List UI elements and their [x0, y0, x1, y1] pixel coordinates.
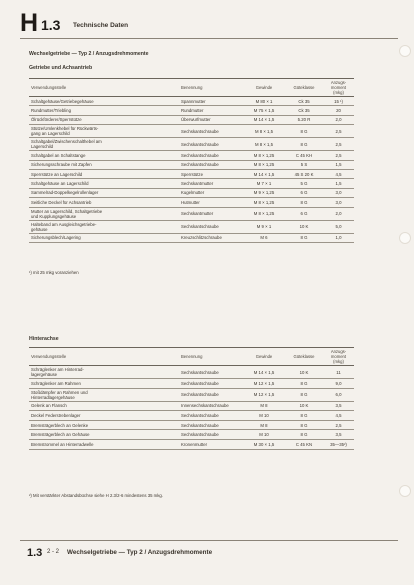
table-cell: 11: [323, 366, 354, 379]
table-cell: 1,5: [323, 179, 354, 188]
table-cell: Ck 35: [285, 97, 323, 106]
table-cell: Sechskantschraube: [179, 420, 243, 430]
header-title: Technische Daten: [73, 22, 129, 29]
table-cell: 2,5: [323, 138, 354, 151]
table-cell: M 8 × 1,25: [243, 207, 285, 220]
table-cell: Sicherungsschraube mit Zapfen: [29, 160, 179, 169]
table-cell: Stütze/Umlenkhebel für Rückwärts- gang an Lagerschild: [29, 125, 179, 138]
table-row: [29, 220, 354, 233]
table-cell: Rundmutter/Triebling: [29, 106, 179, 115]
table-cell: 3,5: [323, 430, 354, 440]
table-cell: 10 K: [285, 366, 323, 379]
column-header: Anzugs- moment (mkg): [330, 80, 347, 95]
table-cell: 8 G: [285, 388, 323, 401]
table-cell: Sechskantschraube: [179, 151, 243, 160]
table-cell: 6 G: [285, 188, 323, 197]
table-cell: 8 G: [285, 430, 323, 440]
table-cell: M 7 × 1: [243, 179, 285, 188]
table-cell: M 6: [243, 233, 285, 242]
column-header: Güteklasse: [293, 354, 315, 359]
table-cell: Seitliche Deckel für Achsantrieb: [29, 198, 179, 207]
table-cell: 2,5: [323, 151, 354, 160]
table-cell: 4,5: [323, 169, 354, 178]
table-row: [29, 366, 354, 379]
table-cell: M 10: [243, 411, 285, 421]
table-cell: Ölrückförderer/Sperrstütze: [29, 115, 179, 124]
footer-title: Wechselgetriebe — Typ 2 / Anzugsdrehmomente: [67, 549, 213, 556]
table-cell: Sechskantschraube: [179, 430, 243, 440]
footnote-2: ²) Mit verstärkter Abstandsbüchse siehe H 2.3/2-6 mindestens 35 mkg.: [29, 493, 163, 498]
footer-rule: [20, 540, 398, 541]
table-cell: Sechskantschraube: [179, 366, 243, 379]
table-cell: Stoßdämpfer an Rahmen und Hinterradlagergehäuse: [29, 388, 179, 401]
table-cell: 5 G: [285, 179, 323, 188]
table-cell: M 14 × 1,5: [243, 169, 285, 178]
table-cell: 2,0: [323, 115, 354, 124]
table-cell: 6 G: [285, 207, 323, 220]
table-row: [29, 188, 354, 197]
torque-table-gearbox: [29, 78, 354, 243]
table-cell: M 9 × 1: [243, 220, 285, 233]
table-row: [29, 106, 354, 115]
table-cell: 2,5: [323, 125, 354, 138]
table-row: [29, 115, 354, 124]
table-cell: Hutmutter: [179, 198, 243, 207]
table-cell: 3,5: [323, 401, 354, 411]
column-header: Gewinde: [255, 85, 273, 90]
table-row: [29, 401, 354, 411]
header-rule: [20, 38, 398, 39]
table-header-row: [29, 79, 354, 97]
table-row: [29, 420, 354, 430]
table-cell: Kronenmutter: [179, 439, 243, 449]
table-cell: Kreuzschlitzschraube: [179, 233, 243, 242]
footnote-1: ¹) mit 25 mkg voranziehen: [29, 270, 79, 275]
table-cell: M 8 × 1,5: [243, 125, 285, 138]
table-cell: Mutter an Lagerschild, Schaltgetriebe und Kupplungsgehäuse: [29, 207, 179, 220]
table-cell: M 8 × 1,25: [243, 198, 285, 207]
table-header-row: [29, 348, 354, 366]
table-cell: 8 G: [285, 125, 323, 138]
section1-title: Getriebe und Achsantrieb: [29, 65, 93, 71]
table-cell: Sechskantschraube: [179, 379, 243, 389]
table-cell: Sicherungsblech/Lagering: [29, 233, 179, 242]
table-cell: Sechskantschraube: [179, 220, 243, 233]
table-row: [29, 97, 354, 106]
table-cell: M 10: [243, 430, 285, 440]
table-cell: Schaltgehäuse/Getriebegehäuse: [29, 97, 179, 106]
document-title: Wechselgetriebe — Typ 2 / Anzugsdrehmomente: [29, 51, 149, 57]
table-cell: 2,0: [323, 207, 354, 220]
table-cell: Rundmutter: [179, 106, 243, 115]
table-cell: Sperrstütze an Lagerschild: [29, 169, 179, 178]
table-cell: 8 G: [285, 420, 323, 430]
table-cell: M 8: [243, 401, 285, 411]
table-cell: 1,5: [323, 160, 354, 169]
table-cell: Sechskantschraube: [179, 160, 243, 169]
column-header: Verwendungsstelle: [31, 85, 67, 90]
table-cell: 35—35²): [323, 439, 354, 449]
table-cell: M 80 × 1: [243, 97, 285, 106]
table-cell: M 14 × 1,5: [243, 366, 285, 379]
table-cell: 5.20 R: [285, 115, 323, 124]
table-cell: M 8 × 1,5: [243, 138, 285, 151]
table-cell: Schräglenker am Hinterrad- lagergehäuse: [29, 366, 179, 379]
table-cell: Sechskantschraube: [179, 388, 243, 401]
table-cell: M 8 × 1,25: [243, 151, 285, 160]
table-cell: Sechskantmutter: [179, 207, 243, 220]
table-cell: Sechskantschraube: [179, 138, 243, 151]
section2-title: Hinterachse: [29, 336, 59, 342]
table-cell: M 8: [243, 420, 285, 430]
table-cell: Ck 35: [285, 106, 323, 115]
table-cell: Sammelrad-Doppelkegelrollenlager: [29, 188, 179, 197]
table-cell: 3,0: [323, 198, 354, 207]
table-row: [29, 179, 354, 188]
table-row: [29, 151, 354, 160]
table-row: [29, 430, 354, 440]
binder-hole-icon: [399, 45, 411, 57]
page-header: [20, 9, 398, 37]
table-cell: 8 G: [285, 233, 323, 242]
table-row: [29, 388, 354, 401]
table-cell: Spannmutter: [179, 97, 243, 106]
table-cell: Deckel Federstrebenlager: [29, 411, 179, 421]
table-row: [29, 198, 354, 207]
header-letter: H: [20, 9, 38, 37]
table-cell: Kugelmutter: [179, 188, 243, 197]
table-cell: M 12 × 1,5: [243, 388, 285, 401]
table-row: [29, 411, 354, 421]
table-cell: Sechskantschraube: [179, 411, 243, 421]
table-cell: 9,0: [323, 379, 354, 389]
table-row: [29, 233, 354, 242]
table-cell: M 14 × 1,5: [243, 115, 285, 124]
table-cell: 10 K: [285, 401, 323, 411]
table-cell: 2,5: [323, 420, 354, 430]
table-cell: Innensechskantschraube: [179, 401, 243, 411]
table-cell: 8 G: [285, 138, 323, 151]
table-row: [29, 439, 354, 449]
table-cell: C 45 KN: [285, 439, 323, 449]
table-cell: M 30 × 1,5: [243, 439, 285, 449]
column-header: Benennung: [181, 85, 203, 90]
table-cell: M 12 × 1,5: [243, 379, 285, 389]
table-cell: 3,0: [323, 188, 354, 197]
binder-hole-icon: [399, 485, 411, 497]
table-cell: C 45 KH: [285, 151, 323, 160]
binder-hole-icon: [399, 232, 411, 244]
table-cell: 5 S: [285, 160, 323, 169]
table-cell: 15 ¹): [323, 97, 354, 106]
table-cell: Sechskantmutter: [179, 179, 243, 188]
column-header: Anzugs- moment (mkg): [330, 349, 347, 364]
column-header: Gewinde: [255, 354, 273, 359]
table-cell: 10 K: [285, 220, 323, 233]
table-cell: Schaltgabel an Schaltstange: [29, 151, 179, 160]
table-cell: Bremsträgerblech an Gehäuse: [29, 430, 179, 440]
table-cell: Schaltgabel/Zwischenschalthebel am Lagerschild: [29, 138, 179, 151]
table-cell: M 75 × 1,5: [243, 106, 285, 115]
table-row: [29, 125, 354, 138]
table-cell: 8 G: [285, 379, 323, 389]
table-cell: Schräglenker am Rahmen: [29, 379, 179, 389]
table-cell: Sperrstütze: [179, 169, 243, 178]
table-cell: M 8 × 1,25: [243, 160, 285, 169]
footer-section-number: 1.3: [27, 547, 43, 559]
table-cell: 6,0: [323, 388, 354, 401]
header-section-number: 1.3: [41, 17, 61, 33]
column-header: Benennung: [181, 354, 203, 359]
table-row: [29, 138, 354, 151]
torque-table-rear-axle: [29, 347, 354, 450]
table-cell: Gelenk an Flansch: [29, 401, 179, 411]
table-cell: Sechskantschraube: [179, 125, 243, 138]
table-cell: Halteband am Ausgleichsgetriebe- gehäuse: [29, 220, 179, 233]
table-cell: 1,0: [323, 233, 354, 242]
footer-page-number: 2 - 2: [47, 549, 60, 555]
table-cell: 8 G: [285, 411, 323, 421]
column-header: Güteklasse: [293, 85, 315, 90]
table-cell: Bremstrommel an Hinterradwelle: [29, 439, 179, 449]
table-cell: 4,5: [323, 411, 354, 421]
table-cell: M 9 × 1,25: [243, 188, 285, 197]
table-cell: 8 G: [285, 198, 323, 207]
table-cell: Schaltgehäuse an Lagerschild: [29, 179, 179, 188]
table-cell: 5,0: [323, 220, 354, 233]
table-cell: Bremsträgerblech an Gelenke: [29, 420, 179, 430]
table-cell: 45 S 20 K: [285, 169, 323, 178]
column-header: Verwendungsstelle: [31, 354, 67, 359]
table-row: [29, 169, 354, 178]
table-row: [29, 207, 354, 220]
table-cell: 20: [323, 106, 354, 115]
table-cell: Überwurfmutter: [179, 115, 243, 124]
table-row: [29, 379, 354, 389]
table-row: [29, 160, 354, 169]
